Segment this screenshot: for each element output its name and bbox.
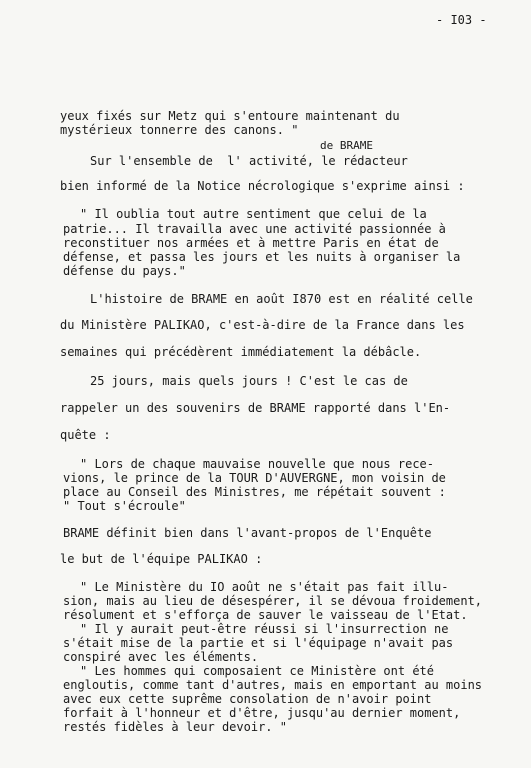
text-line: yeux fixés sur Metz qui s'entoure maintenant du (60, 109, 400, 123)
text-line: semaines qui précédèrent immédiatement la débâcle. (60, 345, 422, 359)
text-line: rappeler un des souvenirs de BRAME rapporté dans l'En- (60, 401, 451, 415)
quote-line: reconstituer nos armées et à mettre Paris en état de (63, 236, 439, 250)
quote-line: sion, mais au lieu de désespérer, il se dévoua froidement, (63, 594, 483, 608)
quote-line: s'était mise de la partie et si l'équipage n'avait pas (63, 636, 454, 650)
text-line: mystérieux tonnerre des canons. " (60, 123, 299, 137)
quote-line: patrie... Il travailla avec une activité passionnée à (63, 222, 446, 236)
text-line: Sur l'ensemble de l' activité, le rédacteur (90, 154, 408, 168)
quote-line: résolument et s'efforça de sauver le vaisseau de l'Etat. (63, 608, 468, 622)
quote-line: place au Conseil des Ministres, me répétait souvent : (63, 485, 446, 499)
text-line: quête : (60, 428, 111, 442)
text-line: le but de l'équipe PALIKAO : (60, 552, 263, 566)
page-number: - I03 - (436, 13, 487, 27)
handwritten-insertion: de BRAME (320, 139, 373, 152)
quote-line: défense, et passa les jours et les nuits à organiser la (63, 250, 461, 264)
quote-line: engloutis, comme tant d'autres, mais en emportant au moins (63, 678, 483, 692)
quote-line: vions, le prince de la TOUR D'AUVERGNE, mon voisin de (63, 471, 446, 485)
quote-line: " Il y aurait peut-être réussi si l'insurrection ne (80, 622, 449, 636)
text-line: L'histoire de BRAME en août I870 est en réalité celle (90, 292, 473, 306)
quote-line: " Les hommes qui composaient ce Ministère ont été (80, 664, 435, 678)
quote-line: " Tout s'écroule" (63, 499, 186, 513)
quote-line: " Le Ministère du IO août ne s'était pas fait illu- (80, 580, 449, 594)
quote-line: " Il oublia tout autre sentiment que celui de la (80, 207, 427, 221)
text-line: bien informé de la Notice nécrologique s'exprime ainsi : (60, 179, 465, 193)
quote-line: avec eux cette suprême consolation de n'avoir point (63, 692, 432, 706)
quote-line: défense du pays." (63, 264, 186, 278)
text-line: 25 jours, mais quels jours ! C'est le cas de (90, 374, 408, 388)
quote-line: forfait à l'honneur et d'être, jusqu'au dernier moment, (63, 706, 461, 720)
quote-line: " Lors de chaque mauvaise nouvelle que nous rece- (80, 457, 435, 471)
text-line: BRAME définit bien dans l'avant-propos de l'Enquête (63, 526, 432, 540)
quote-line: conspiré avec les éléments. (63, 650, 259, 664)
quote-line: restés fidèles à leur devoir. " (63, 720, 287, 734)
text-line: du Ministère PALIKAO, c'est-à-dire de la France dans les (60, 318, 465, 332)
